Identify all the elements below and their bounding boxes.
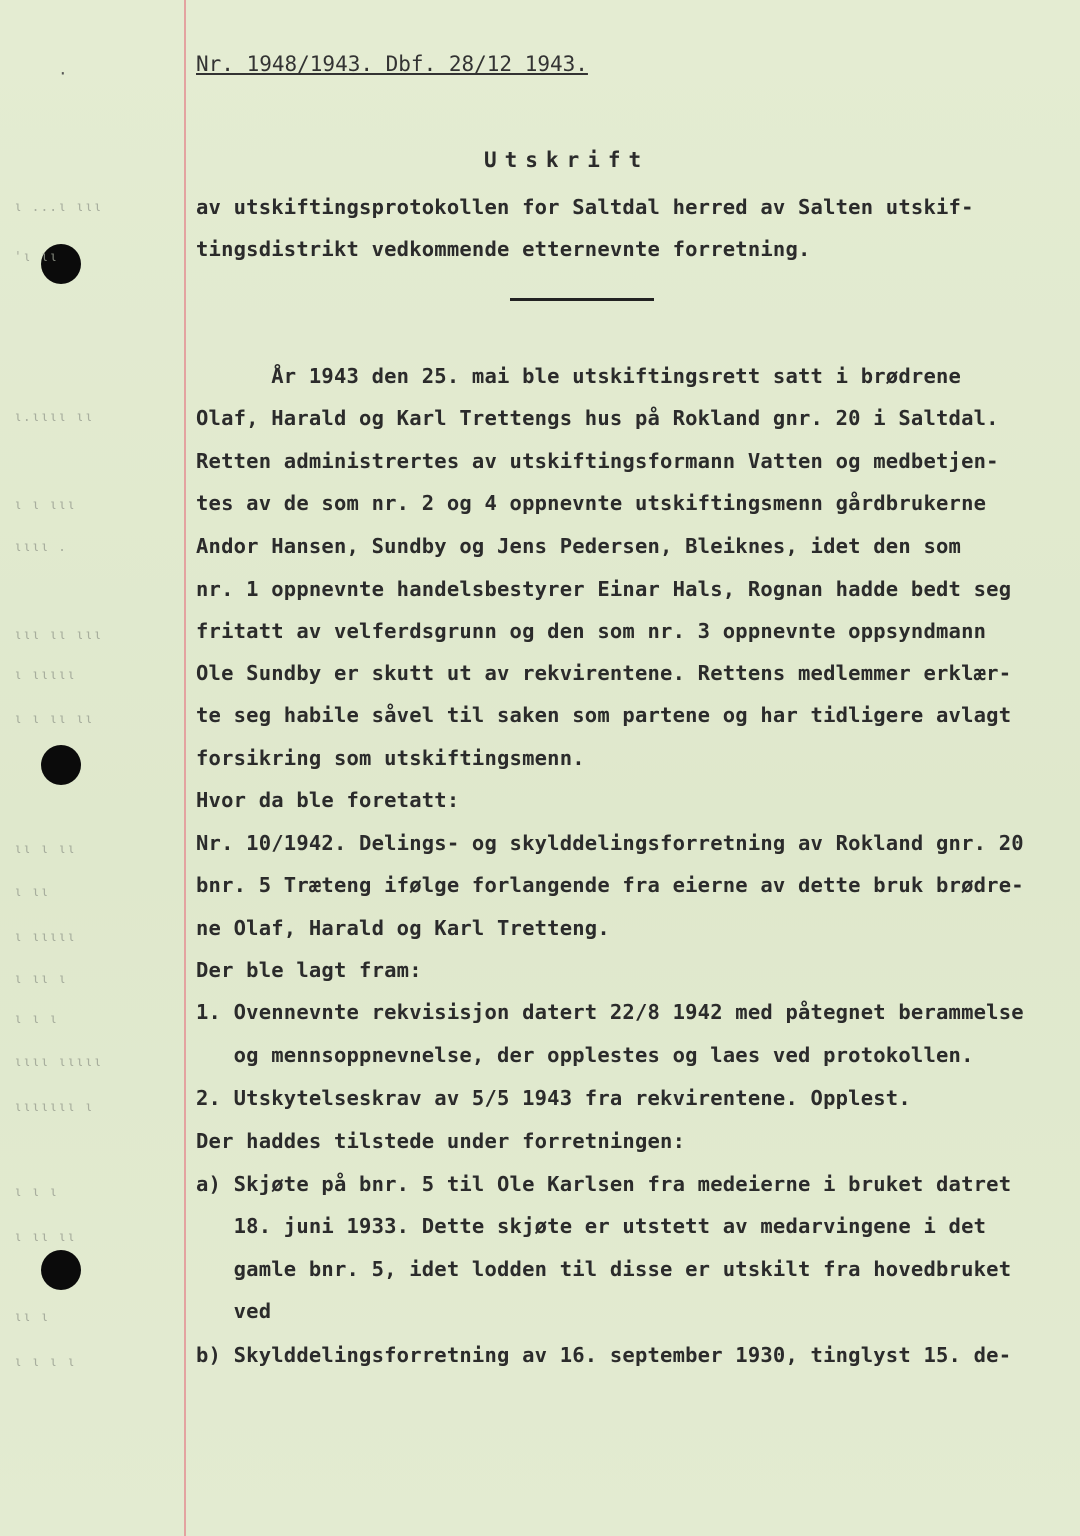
bleed-text: ιιιι . (14, 540, 67, 555)
section-divider (510, 298, 654, 301)
body-line: te seg habile såvel til saken som partene og har tidligere avlagt (196, 703, 1012, 727)
bleed-text: ι ι ι (14, 1012, 59, 1027)
margin-bleed-through (14, 0, 164, 1536)
body-line: Der ble lagt fram: (196, 958, 422, 982)
body-line: gamle bnr. 5, idet lodden til disse er utskilt fra hovedbruket (196, 1257, 1012, 1281)
intro-line: av utskiftingsprotokollen for Saltdal herred av Salten utskif- (196, 195, 974, 219)
body-line: År 1943 den 25. mai ble utskiftingsrett satt i brødrene (196, 364, 962, 388)
bleed-text: 'ι ιι (14, 250, 59, 265)
intro-line: tingsdistrikt vedkommende etternevnte forretning. (196, 237, 811, 261)
corner-mark: · (58, 64, 68, 83)
body-line: 2. Utskytelseskrav av 5/5 1943 fra rekvirentene. Opplest. (196, 1086, 911, 1110)
body-line: Andor Hansen, Sundby og Jens Pedersen, Bleiknes, idet den som (196, 534, 962, 558)
body-line: forsikring som utskiftingsmenn. (196, 746, 585, 770)
body-line: b) Skylddelingsforretning av 16. september 1930, tinglyst 15. de- (196, 1343, 1012, 1367)
body-line: ne Olaf, Harald og Karl Tretteng. (196, 916, 610, 940)
red-margin-rule (184, 0, 186, 1536)
bleed-text: ιιιιιιι ι (14, 1100, 94, 1115)
body-line: bnr. 5 Træteng ifølge forlangende fra eierne av dette bruk brødre- (196, 873, 1024, 897)
bleed-text: ι ιι ι (14, 972, 67, 987)
document-title: Utskrift (484, 148, 650, 172)
bleed-text: ιι ι ιι (14, 842, 76, 857)
body-line: Olaf, Harald og Karl Trettengs hus på Rokland gnr. 20 i Saltdal. (196, 406, 999, 430)
bleed-text: ι.ιιιι ιι (14, 410, 94, 425)
bleed-text: ι ιιιιι (14, 668, 76, 683)
bleed-text: ι ...ι ιιι (14, 200, 103, 215)
bleed-text: ι ι ι (14, 1185, 59, 1200)
body-line: 1. Ovennevnte rekvisisjon datert 22/8 1942 med påtegnet berammelse (196, 1000, 1024, 1024)
body-line: tes av de som nr. 2 og 4 oppnevnte utskiftingsmenn gårdbrukerne (196, 491, 987, 515)
bleed-text: ι ιιιιι (14, 930, 76, 945)
body-line: Hvor da ble foretatt: (196, 788, 460, 812)
bleed-text: ι ιι ιι (14, 1230, 76, 1245)
document-reference: Nr. 1948/1943. Dbf. 28/12 1943. (196, 52, 588, 76)
body-line: Ole Sundby er skutt ut av rekvirentene. Rettens medlemmer erklær- (196, 661, 1012, 685)
body-line: fritatt av velferdsgrunn og den som nr. 3 oppnevnte oppsyndmann (196, 619, 987, 643)
body-line: Retten administrertes av utskiftingsformann Vatten og medbetjen- (196, 449, 999, 473)
bleed-text: ιιι ιι ιιι (14, 628, 103, 643)
body-line: Der haddes tilstede under forretningen: (196, 1129, 686, 1153)
bleed-text: ι ι ι ι (14, 1355, 76, 1370)
body-line: a) Skjøte på bnr. 5 til Ole Karlsen fra medeierne i bruket datret (196, 1172, 1012, 1196)
body-line: 18. juni 1933. Dette skjøte er utstett av medarvingene i det (196, 1214, 987, 1238)
body-line: Nr. 10/1942. Delings- og skylddelingsforretning av Rokland gnr. 20 (196, 831, 1024, 855)
bleed-text: ιιιι ιιιιι (14, 1055, 103, 1070)
bleed-text: ι ι ιι ιι (14, 712, 94, 727)
bleed-text: ι ιι (14, 885, 50, 900)
body-line: ved (196, 1299, 272, 1323)
body-line: og mennsoppnevnelse, der opplestes og laes ved protokollen. (196, 1043, 974, 1067)
bleed-text: ιι ι (14, 1310, 50, 1325)
body-line: nr. 1 oppnevnte handelsbestyrer Einar Hals, Rognan hadde bedt seg (196, 577, 1012, 601)
bleed-text: ι ι ιιι (14, 498, 76, 513)
